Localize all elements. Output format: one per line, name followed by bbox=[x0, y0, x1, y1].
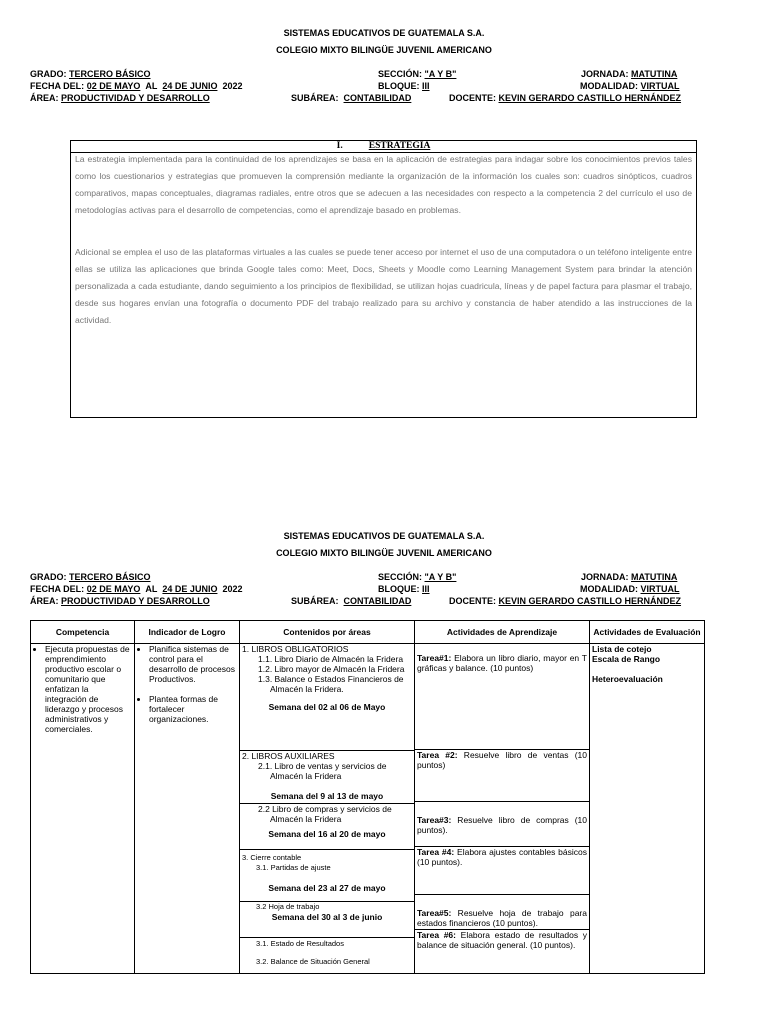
jornada-label: JORNADA: bbox=[581, 572, 629, 582]
content-block-2 bbox=[240, 751, 414, 804]
jornada-label: JORNADA: bbox=[581, 69, 629, 79]
b6-item-2: 3.2. Balance de Situación General bbox=[256, 957, 370, 966]
activity-1-text: Elabora un libro diario, mayor en T gráficas y balance. (10 puntos) bbox=[417, 653, 587, 673]
company-title: SISTEMAS EDUCATIVOS DE GUATEMALA S.A. bbox=[283, 28, 485, 38]
content-block-1 bbox=[240, 644, 414, 751]
bloque-label: BLOQUE: bbox=[378, 584, 420, 594]
fecha-from: 02 DE MAYO bbox=[86, 584, 141, 594]
indicador-cell bbox=[135, 644, 240, 974]
grado-value: TERCERO BÁSICO bbox=[69, 572, 151, 582]
area-line-2 bbox=[30, 596, 210, 606]
activity-5-label: Tarea#5: bbox=[417, 908, 452, 918]
area-value: PRODUCTIVIDAD Y DESARROLLO bbox=[61, 93, 210, 103]
modalidad-line bbox=[580, 81, 680, 91]
actividades-cell bbox=[415, 644, 590, 974]
company-title-2: SISTEMAS EDUCATIVOS DE GUATEMALA S.A. bbox=[283, 531, 485, 541]
b5-week: Semana del 30 al 3 de junio bbox=[271, 912, 383, 922]
fecha-label: FECHA DEL: bbox=[30, 584, 85, 594]
indicador-1: • Planifica sistemas de control para el desarrollo de procesos Productivos. bbox=[149, 644, 237, 684]
fecha-to: 24 DE JUNIO bbox=[162, 81, 218, 91]
school-title-2: COLEGIO MIXTO BILINGÜE JUVENIL AMERICANO bbox=[276, 548, 492, 558]
indicador-2: • Plantea formas de fortalecer organizaciones. bbox=[149, 694, 237, 724]
activity-1 bbox=[415, 644, 589, 750]
modalidad-label: MODALIDAD: bbox=[580, 584, 638, 594]
jornada-line bbox=[581, 69, 677, 79]
evaluation-2: Escala de Rango bbox=[592, 654, 661, 664]
strategy-title: ESTRATEGIA bbox=[368, 141, 431, 151]
school-title: COLEGIO MIXTO BILINGÜE JUVENIL AMERICANO bbox=[276, 45, 492, 55]
table-header-row bbox=[31, 621, 705, 644]
subarea-line bbox=[291, 93, 411, 103]
b5-item: 3.2 Hoja de trabajo bbox=[256, 902, 320, 911]
docente-line bbox=[449, 93, 681, 103]
fecha-al: AL bbox=[145, 584, 158, 594]
fecha-from: 02 DE MAYO bbox=[86, 81, 141, 91]
fecha-label: FECHA DEL: bbox=[30, 81, 85, 91]
docente-line-2 bbox=[449, 596, 681, 606]
activity-6 bbox=[415, 930, 589, 950]
subarea-value: CONTABILIDAD bbox=[343, 93, 412, 103]
b1-title: 1. LIBROS OBLIGATORIOS bbox=[242, 644, 349, 654]
seccion-label: SECCIÓN: bbox=[378, 572, 423, 582]
header-indicador: Indicador de Logro bbox=[135, 621, 240, 644]
table-row bbox=[31, 644, 705, 974]
contenidos-cell bbox=[240, 644, 415, 974]
strategy-paragraph-2: Adicional se emplea el uso de las plataformas virtuales a las cuales se puede tener acceso por internet el uso de una computadora o un teléfono inteligente entre ellas se utiliza las aplicaciones que brinda Google tales como: Meet, Docs, Sheets y Moodle como Learning Management System para brindar la atención personalizada a cada estudiante, dando seguimiento a los principios de flexibilidad, se utilizan hojas cuadricula, líneas y de papel factura para plasmar el trabajo, desde sus hogares envían una fotografía o documento PDF del trabajo realizado para su archivo y constancia de haber atendido a las instrucciones de la actividad. bbox=[75, 247, 692, 325]
bloque-line bbox=[378, 81, 430, 91]
activity-5 bbox=[415, 895, 589, 930]
activity-2-label: Tarea #2: bbox=[417, 750, 458, 760]
evaluation-3: Heteroevaluación bbox=[592, 674, 663, 684]
activity-1-label: Tarea#1: bbox=[417, 653, 452, 663]
content-block-5 bbox=[240, 902, 414, 938]
activity-6-text: Elabora estado de resultados y balance de situación general. (10 puntos). bbox=[417, 930, 587, 950]
b4-week: Semana del 23 al 27 de mayo bbox=[268, 883, 386, 893]
seccion-line-2 bbox=[378, 572, 456, 582]
seccion-line bbox=[378, 69, 456, 79]
b6-item-1: 3.1. Estado de Resultados bbox=[256, 939, 344, 948]
b4-item: 3.1. Partidas de ajuste bbox=[256, 863, 331, 872]
bloque-line-2 bbox=[378, 584, 430, 594]
subarea-line-2 bbox=[291, 596, 411, 606]
bloque-label: BLOQUE: bbox=[378, 81, 420, 91]
b1-item-1: 1.1. Libro Diario de Almacén la Fridera bbox=[258, 654, 404, 664]
activity-4 bbox=[415, 847, 589, 895]
b2-item-1: 2.1. Libro de ventas y servicios de Almacén la Fridera bbox=[258, 761, 387, 781]
docente-label: DOCENTE: bbox=[449, 93, 496, 103]
modalidad-value: VIRTUAL bbox=[640, 584, 680, 594]
b1-item-2: 1.2. Libro mayor de Almacén la Fridera bbox=[258, 664, 405, 674]
b1-week: Semana del 02 al 06 de Mayo bbox=[268, 702, 386, 712]
docente-label: DOCENTE: bbox=[449, 596, 496, 606]
area-label: ÁREA: bbox=[30, 93, 59, 103]
competencia-text: • Ejecuta propuestas de emprendimiento productivo escolar o comunitario que enfatizan la integración de liderazgo y procesos administrativos y comerciales. bbox=[45, 644, 132, 734]
grado-value: TERCERO BÁSICO bbox=[69, 69, 151, 79]
activity-4-label: Tarea #4: bbox=[417, 847, 455, 857]
jornada-line-2 bbox=[581, 572, 677, 582]
activity-3 bbox=[415, 802, 589, 847]
b2-week: Semana del 9 al 13 de mayo bbox=[270, 791, 384, 801]
activity-2 bbox=[415, 750, 589, 802]
strategy-paragraph-1: La estrategia implementada para la continuidad de los aprendizajes se basa en la aplicación de estrategias para indagar sobre los conocimientos previos tales como los cuestionarios y estrategias que promueven la comprensión mediante la organización de la información los cuales son: cuadros sinópticos, cuadros comparativos, mapas conceptuales, diagramas radiales, entre otros que se adecuen a las necesidades con respecto a la competencia 2 del currículo el uso de metodologías activas para el desarrollo de competencias, como el aprendizaje basado en problemas. bbox=[75, 154, 692, 215]
activity-2-text: Resuelve libro de ventas (10 puntos) bbox=[417, 750, 588, 770]
modalidad-label: MODALIDAD: bbox=[580, 81, 638, 91]
b4-title: 3. Cierre contable bbox=[242, 853, 302, 862]
bloque-value: III bbox=[422, 81, 430, 91]
fecha-year: 2022 bbox=[222, 584, 243, 594]
b3-week: Semana del 16 al 20 de mayo bbox=[268, 829, 386, 839]
seccion-value: "A Y B" bbox=[424, 69, 457, 79]
bloque-value: III bbox=[422, 584, 430, 594]
header-evaluacion: Actividades de Evaluación bbox=[590, 621, 705, 644]
activity-3-text: Resuelve libro de compras (10 puntos). bbox=[417, 815, 587, 835]
activity-6-label: Tarea #6: bbox=[417, 930, 456, 940]
content-block-4 bbox=[240, 853, 414, 902]
area-label: ÁREA: bbox=[30, 596, 59, 606]
modalidad-line-2 bbox=[580, 584, 680, 594]
subarea-label: SUBÁREA: bbox=[291, 93, 339, 103]
seccion-value: "A Y B" bbox=[424, 572, 457, 582]
planning-table bbox=[30, 620, 705, 974]
subarea-value: CONTABILIDAD bbox=[343, 596, 412, 606]
activity-5-text: Resuelve hoja de trabajo para estados financieros (10 puntos). bbox=[417, 908, 587, 928]
strategy-number: I. bbox=[336, 141, 343, 151]
jornada-value: MATUTINA bbox=[631, 572, 678, 582]
content-block-6 bbox=[240, 939, 414, 967]
grado-label: GRADO: bbox=[30, 69, 67, 79]
fecha-line bbox=[30, 81, 243, 91]
activity-4-text: Elabora ajustes contables básicos (10 puntos). bbox=[417, 847, 587, 867]
header-contenidos: Contenidos por áreas bbox=[240, 621, 415, 644]
fecha-al: AL bbox=[145, 81, 158, 91]
subarea-label: SUBÁREA: bbox=[291, 596, 339, 606]
area-line bbox=[30, 93, 210, 103]
area-value: PRODUCTIVIDAD Y DESARROLLO bbox=[61, 596, 210, 606]
fecha-year: 2022 bbox=[222, 81, 243, 91]
evaluacion-cell bbox=[590, 644, 705, 974]
grado-label: GRADO: bbox=[30, 572, 67, 582]
fecha-to: 24 DE JUNIO bbox=[162, 584, 218, 594]
docente-value: KEVIN GERARDO CASTILLO HERNÁNDEZ bbox=[498, 596, 682, 606]
evaluation-1: Lista de cotejo bbox=[592, 644, 652, 654]
b1-item-3: 1.3. Balance o Estados Financieros de Almacén la Fridera. bbox=[258, 674, 404, 694]
grado-line bbox=[30, 69, 151, 79]
docente-value: KEVIN GERARDO CASTILLO HERNÁNDEZ bbox=[498, 93, 682, 103]
modalidad-value: VIRTUAL bbox=[640, 81, 680, 91]
b3-item: 2.2 Libro de compras y servicios de Almacén la Fridera bbox=[258, 804, 392, 824]
content-block-3 bbox=[240, 804, 414, 850]
activity-3-label: Tarea#3: bbox=[417, 815, 452, 825]
b2-title: 2. LIBROS AUXILIARES bbox=[242, 751, 335, 761]
seccion-label: SECCIÓN: bbox=[378, 69, 423, 79]
fecha-line-2 bbox=[30, 584, 243, 594]
header-competencia: Competencia bbox=[31, 621, 135, 644]
grado-line-2 bbox=[30, 572, 151, 582]
competencia-cell bbox=[31, 644, 135, 974]
header-actividades: Actividades de Aprendizaje bbox=[415, 621, 590, 644]
jornada-value: MATUTINA bbox=[631, 69, 678, 79]
